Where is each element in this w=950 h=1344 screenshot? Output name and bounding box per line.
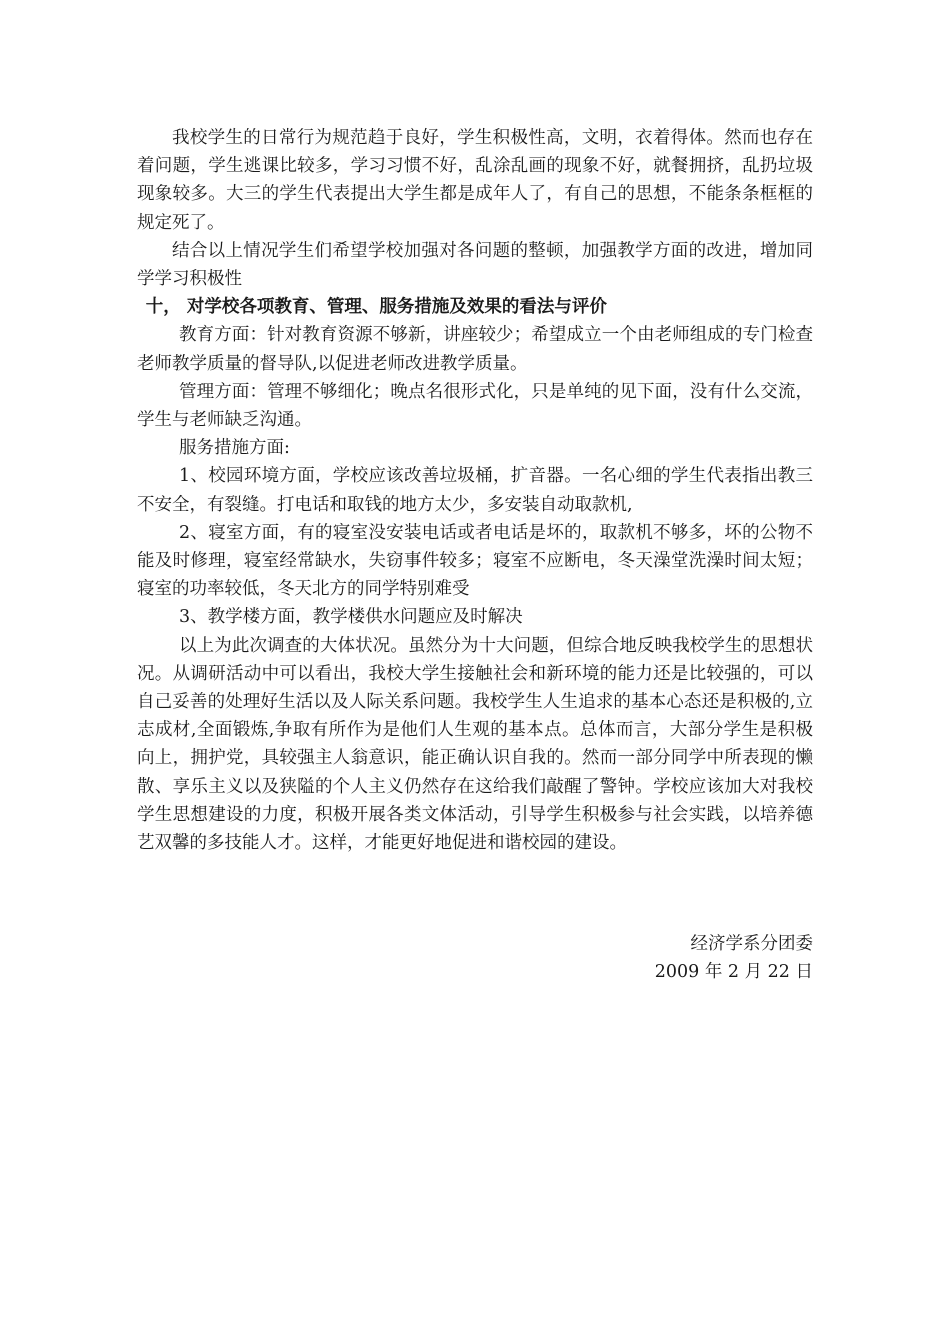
- signature-organization: 经济学系分团委: [690, 934, 813, 954]
- paragraph-student-wishes: 结合以上情况学生们希望学校加强对各问题的整顿，加强教学方面的改进，增加同学学习积极性: [137, 240, 813, 290]
- paragraph-teaching-building: 3、教学楼方面，教学楼供水问题应及时解决: [179, 607, 523, 628]
- paragraph-dormitory: 2、寝室方面，有的寝室没安装电话或者电话是坏的，取款机不够多，坏的公物不能及时修理，寝室经常缺水，失窃事件较多；寝室不应断电，冬天澡堂洗澡时间太短；寝室的功率较低，冬天北方的同学特别难受: [137, 522, 813, 600]
- signature-date: 2009 年 2 月 22 日: [654, 962, 813, 983]
- document-body: [137, 124, 813, 857]
- paragraph-student-behavior: 我校学生的日常行为规范趋于良好，学生积极性高，文明，衣着得体。然而也存在着问题，学生逃课比较多，学习习惯不好，乱涂乱画的现象不好，就餐拥挤，乱扔垃圾现象较多。大三的学生代表提出大学生都是成年人了，有自己的思想，不能条条框框的规定死了。: [137, 128, 813, 233]
- signature-block: [655, 930, 813, 986]
- paragraph-conclusion: 以上为此次调查的大体状况。虽然分为十大问题，但综合地反映我校学生的思想状况。从调研活动中可以看出，我校大学生接触社会和新环境的能力还是比较强的，可以自己妥善的处理好生活以及人际关系问题。我校学生人生追求的基本心态还是积极的,立志成材,全面锻炼,争取有所作为是他们人生观的基本点。总体而言，大部分学生是积极向上，拥护党，具较强主人翁意识，能正确认识自我的。然而一部分同学中所表现的懒散、享乐主义以及狭隘的个人主义仍然存在这给我们敲醒了警钟。学校应该加大对我校学生思想建设的力度，积极开展各类文体活动，引导学生积极参与社会实践，以培养德艺双馨的多技能人才。这样，才能更好地促进和谐校园的建设。: [137, 635, 813, 854]
- paragraph-education: 教育方面：针对教育资源不够新，讲座较少；希望成立一个由老师组成的专门检查老师教学质量的督导队,以促进老师改进教学质量。: [137, 325, 813, 374]
- paragraph-service-heading: 服务措施方面:: [179, 438, 290, 459]
- paragraph-management: 管理方面：管理不够细化；晚点名很形式化，只是单纯的见下面，没有什么交流，学生与老师缺乏沟通。: [137, 381, 813, 431]
- paragraph-campus-environment: 1、校园环境方面，学校应该改善垃圾桶，扩音器。一名心细的学生代表指出教三不安全，有裂缝。打电话和取钱的地方太少，多安装自动取款机,: [137, 466, 813, 515]
- section-heading: 十， 对学校各项教育、管理、服务措施及效果的看法与评价: [145, 297, 607, 318]
